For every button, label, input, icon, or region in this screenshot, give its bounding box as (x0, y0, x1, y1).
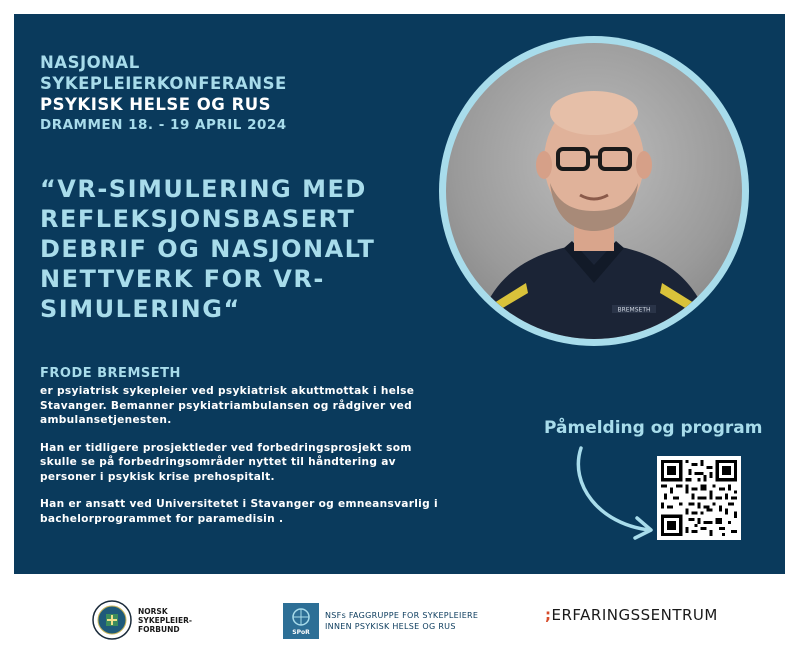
nsf-seal-icon (92, 600, 132, 640)
speaker-photo-frame (439, 36, 749, 346)
speaker-photo (446, 43, 742, 339)
conference-date: DRAMMEN 18. - 19 APRIL 2024 (40, 117, 287, 133)
uniform-name-tag: BREMSETH (617, 306, 651, 314)
bio-paragraph-3: Han er ansatt ved Universitetet i Stavanger og emneansvarlig i bachelorprogrammet for paramedisin . (40, 498, 438, 525)
conference-line3: PSYKISK HELSE OG RUS (40, 95, 272, 114)
faggruppe-wordmark (325, 610, 478, 632)
faggruppe-logo (283, 603, 478, 639)
spor-badge-icon (283, 603, 319, 639)
bio-paragraph-2: Han er tidligere prosjektleder ved forbedringsprosjekt som skulle se på forbedringsområder nyttet til håndtering av personer i psykisk krise prehospitalt. (40, 441, 412, 483)
nsf-line-1: NORSK (138, 606, 168, 616)
spor-badge-text: SPoR (292, 629, 310, 636)
erfaringssentrum-mark: ; (545, 606, 552, 624)
erfaringssentrum-logo (545, 606, 718, 624)
conference-line2: SYKEPLEIERKONFERANSE (40, 74, 287, 93)
nsf-wordmark (138, 607, 192, 634)
conference-info (40, 52, 287, 135)
faggruppe-line-2: INNEN PSYKISK HELSE OG RUS (325, 622, 456, 631)
nsf-line-3: FORBUND (138, 624, 180, 634)
speaker-bio (40, 384, 450, 539)
speaker-portrait-illustration (446, 43, 742, 339)
curved-arrow-icon (559, 444, 659, 544)
registration-label: Påmelding og program (544, 418, 763, 438)
nsf-line-2: SYKEPLEIER- (138, 615, 192, 625)
bio-paragraph-1: er psyiatrisk sykepleier ved psykiatrisk akuttmottak i helse Stavanger. Bemanner psykiatriambulansen og rådgiver ved ambulansetjenesten. (40, 385, 415, 426)
erfaringssentrum-text: ERFARINGSSENTRUM (551, 606, 718, 624)
faggruppe-line-1: NSFs FAGGRUPPE FOR SYKEPLEIERE (325, 611, 479, 620)
registration-qr-code[interactable] (657, 456, 741, 540)
conference-line1: NASJONAL (40, 53, 140, 72)
speaker-name: FRODE BREMSETH (40, 366, 181, 381)
talk-title: “VR-SIMULERING MED REFLEKSJONSBASERT DEBRIF OG NASJONALT NETTVERK FOR VR-SIMULERING“ (40, 175, 376, 323)
nsf-logo (92, 600, 192, 640)
event-banner (14, 14, 785, 574)
qr-code-icon (661, 460, 737, 536)
